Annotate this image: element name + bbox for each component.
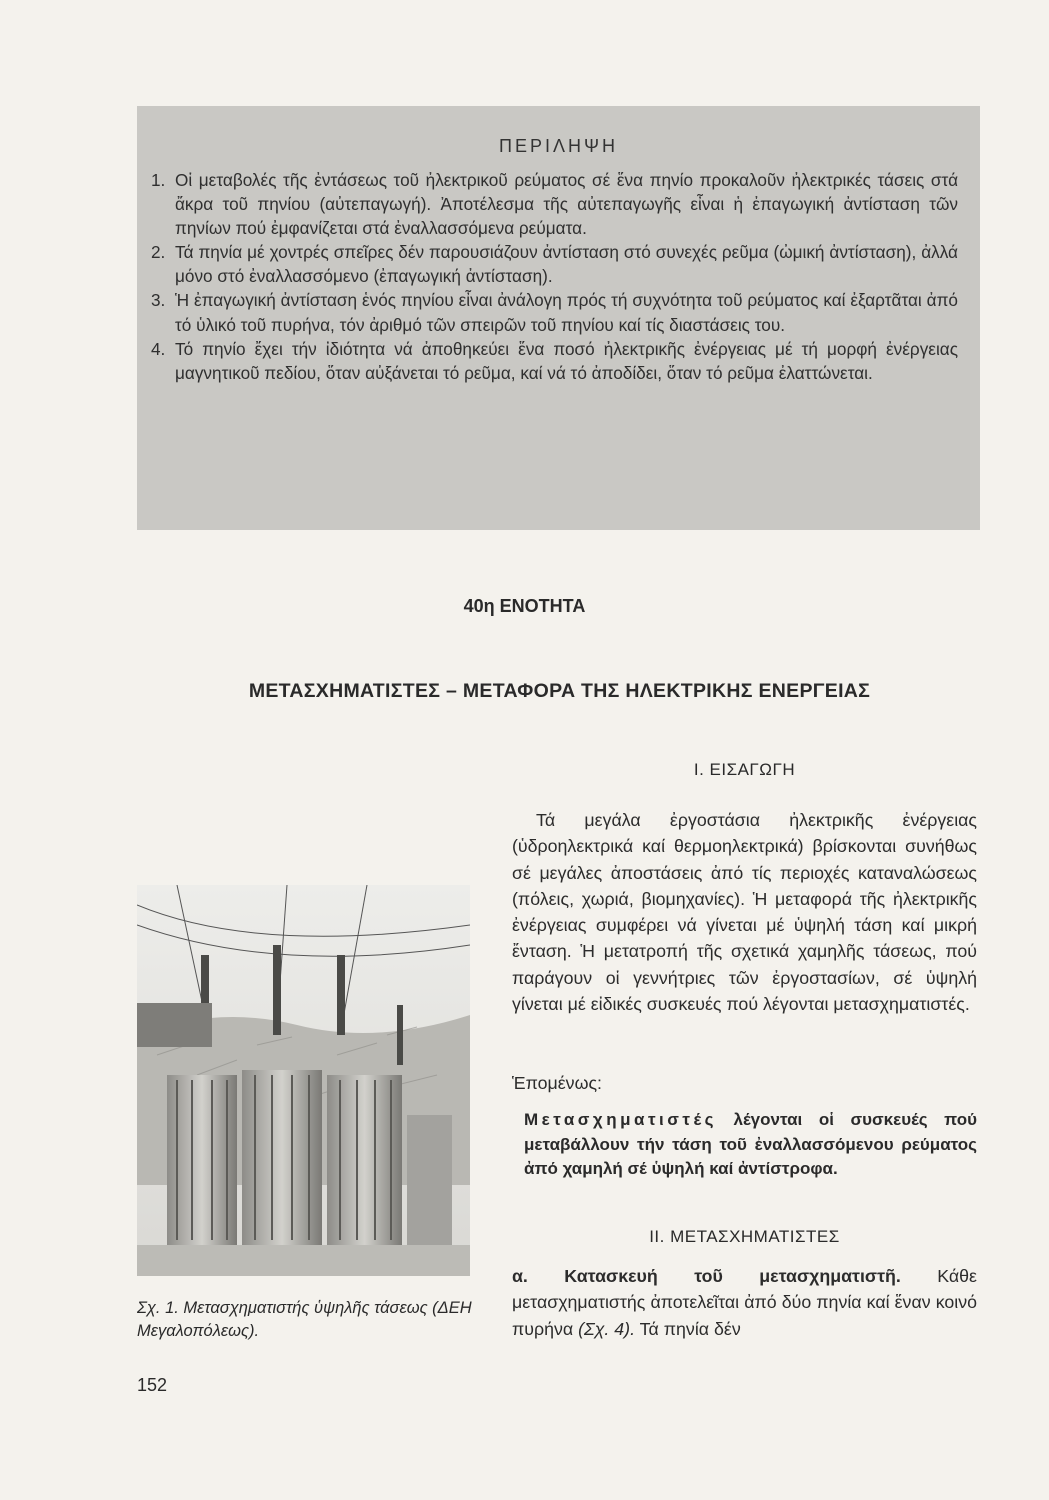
summary-item-number: 4.: [151, 338, 166, 359]
definition-term: Μετασχηματιστές: [524, 1110, 717, 1129]
summary-item-text: Τά πηνία μέ χοντρές σπεῖρες δέν παρουσιάζουν ἀντίσταση στό συνεχές ρεῦμα (ὠμική ἀντίσταση), ἀλλά μόνο στό ἐναλλασσόμενο (ἐπαγωγική ἀντίσταση).: [175, 242, 958, 287]
definition-box: [512, 1108, 977, 1182]
section-heading-introduction: Ι. ΕΙΣΑΓΩΓΗ: [693, 760, 796, 779]
summary-item-text: Οἱ μεταβολές τῆς ἐντάσεως τοῦ ἠλεκτρικοῦ ρεύματος σέ ἕνα πηνίο προκαλοῦν ἠλεκτρικές τάσεις στά ἄκρα τοῦ πηνίου (αὐτεπαγωγή). Ἀποτέλεσμα τῆς αὐτεπαγωγῆς εἶναι ἡ ἐπαγωγική ἀντίσταση τῶν πηνίων πού ἐμφανίζεται στά ἐναλλασσόμενα ρεύματα.: [175, 170, 958, 239]
page-number: 152: [137, 1375, 168, 1395]
summary-item-text: Ἡ ἐπαγωγική ἀντίσταση ἑνός πηνίου εἶναι ἀνάλογη πρός τή συχνότητα τοῦ ρεύματος καί ἐξαρτᾶται ἀπό τό ὑλικό τοῦ πυρήνα, τόν ἀριθμό τῶν σπειρῶν τοῦ πηνίου καί τίς διαστάσεις του.: [175, 290, 958, 335]
construction-text-continued: Τά πηνία δέν: [635, 1318, 741, 1339]
summary-title: ΠΕΡΙΛΗΨΗ: [498, 136, 619, 156]
summary-box: [137, 106, 980, 530]
chapter-title: 40η ΕΝΟΤΗΤΑ: [463, 596, 586, 616]
main-heading: ΜΕΤΑΣΧΗΜΑΤΙΣΤΕΣ – ΜΕΤΑΦΟΡΑ ΤΗΣ ΗΛΕΚΤΡΙΚΗΣ ΕΝΕΡΓΕΙΑΣ: [248, 680, 871, 702]
introduction-paragraph: Τά μεγάλα ἐργοστάσια ἠλεκτρικῆς ἐνέργειας (ὑδροηλεκτρικά καί θερμοηλεκτρικά) βρίσκονται συνήθως σέ μεγάλες ἀποστάσεις ἀπό τίς περιοχές καταναλώσεως (πόλεις, χωριά, βιομηχανίες). Ἡ μεταφορά τῆς ἠλεκτρικῆς ἐνέργειας συμφέρει νά γίνεται μέ ὑψηλή τάση καί μικρή ἔνταση. Ἡ μετατροπή τῆς σχετικά χαμηλῆς τάσεως, πού παράγουν οἱ γεννήτριες τῶν ἐργοστασίων, σέ ὑψηλή γίνεται μέ εἰδικές συσκευές πού λέγονται μετασχηματιστές.: [512, 810, 977, 1015]
summary-item: [151, 288, 958, 336]
definition-text: λέγονται οἱ συσκευές πού μεταβάλλουν τήν τάση τοῦ ἐναλλασσόμενου ρεύματος ἀπό χαμηλή σέ ὑψηλή καί ἀντίστροφα.: [524, 1110, 977, 1179]
introduction-followup: Ἑπομένως:: [512, 1073, 602, 1093]
summary-list: [151, 168, 958, 385]
summary-item: [151, 168, 958, 240]
summary-item-text: Τό πηνίο ἔχει τήν ἰδιότητα νά ἀποθηκεύει ἕνα ποσό ἠλεκτρικῆς ἐνέργειας μέ τή μορφή ἐνέργειας μαγνητικοῦ πεδίου, ὅταν αὐξάνεται τό ρεῦμα, καί νά τό ἀποδίδει, ὅταν τό ρεῦμα ἐλαττώνεται.: [175, 338, 958, 383]
summary-item: [151, 240, 958, 288]
construction-text: Κάθε μετασχηματιστής ἀποτελεῖται ἀπό δύο πηνία καί ἕναν κοινό πυρήνα: [512, 1266, 977, 1339]
summary-item: [151, 337, 958, 385]
summary-item-number: 1.: [151, 170, 166, 190]
figure-caption: Σχ. 1. Μετασχηματιστής ὑψηλῆς τάσεως (ΔΕΗ Μεγαλοπόλεως).: [137, 1299, 472, 1340]
section-heading-transformers: ΙΙ. ΜΕΤΑΣΧΗΜΑΤΙΣΤΕΣ: [649, 1227, 840, 1246]
construction-subtitle: α. Κατασκευή τοῦ μετασχηματιστῆ.: [512, 1266, 901, 1286]
figure-reference: (Σχ. 4).: [578, 1318, 636, 1339]
construction-paragraph: [512, 1263, 977, 1342]
summary-item-number: 3.: [151, 290, 166, 311]
transformer-photo: [137, 885, 470, 1276]
summary-item-number: 2.: [151, 242, 166, 263]
